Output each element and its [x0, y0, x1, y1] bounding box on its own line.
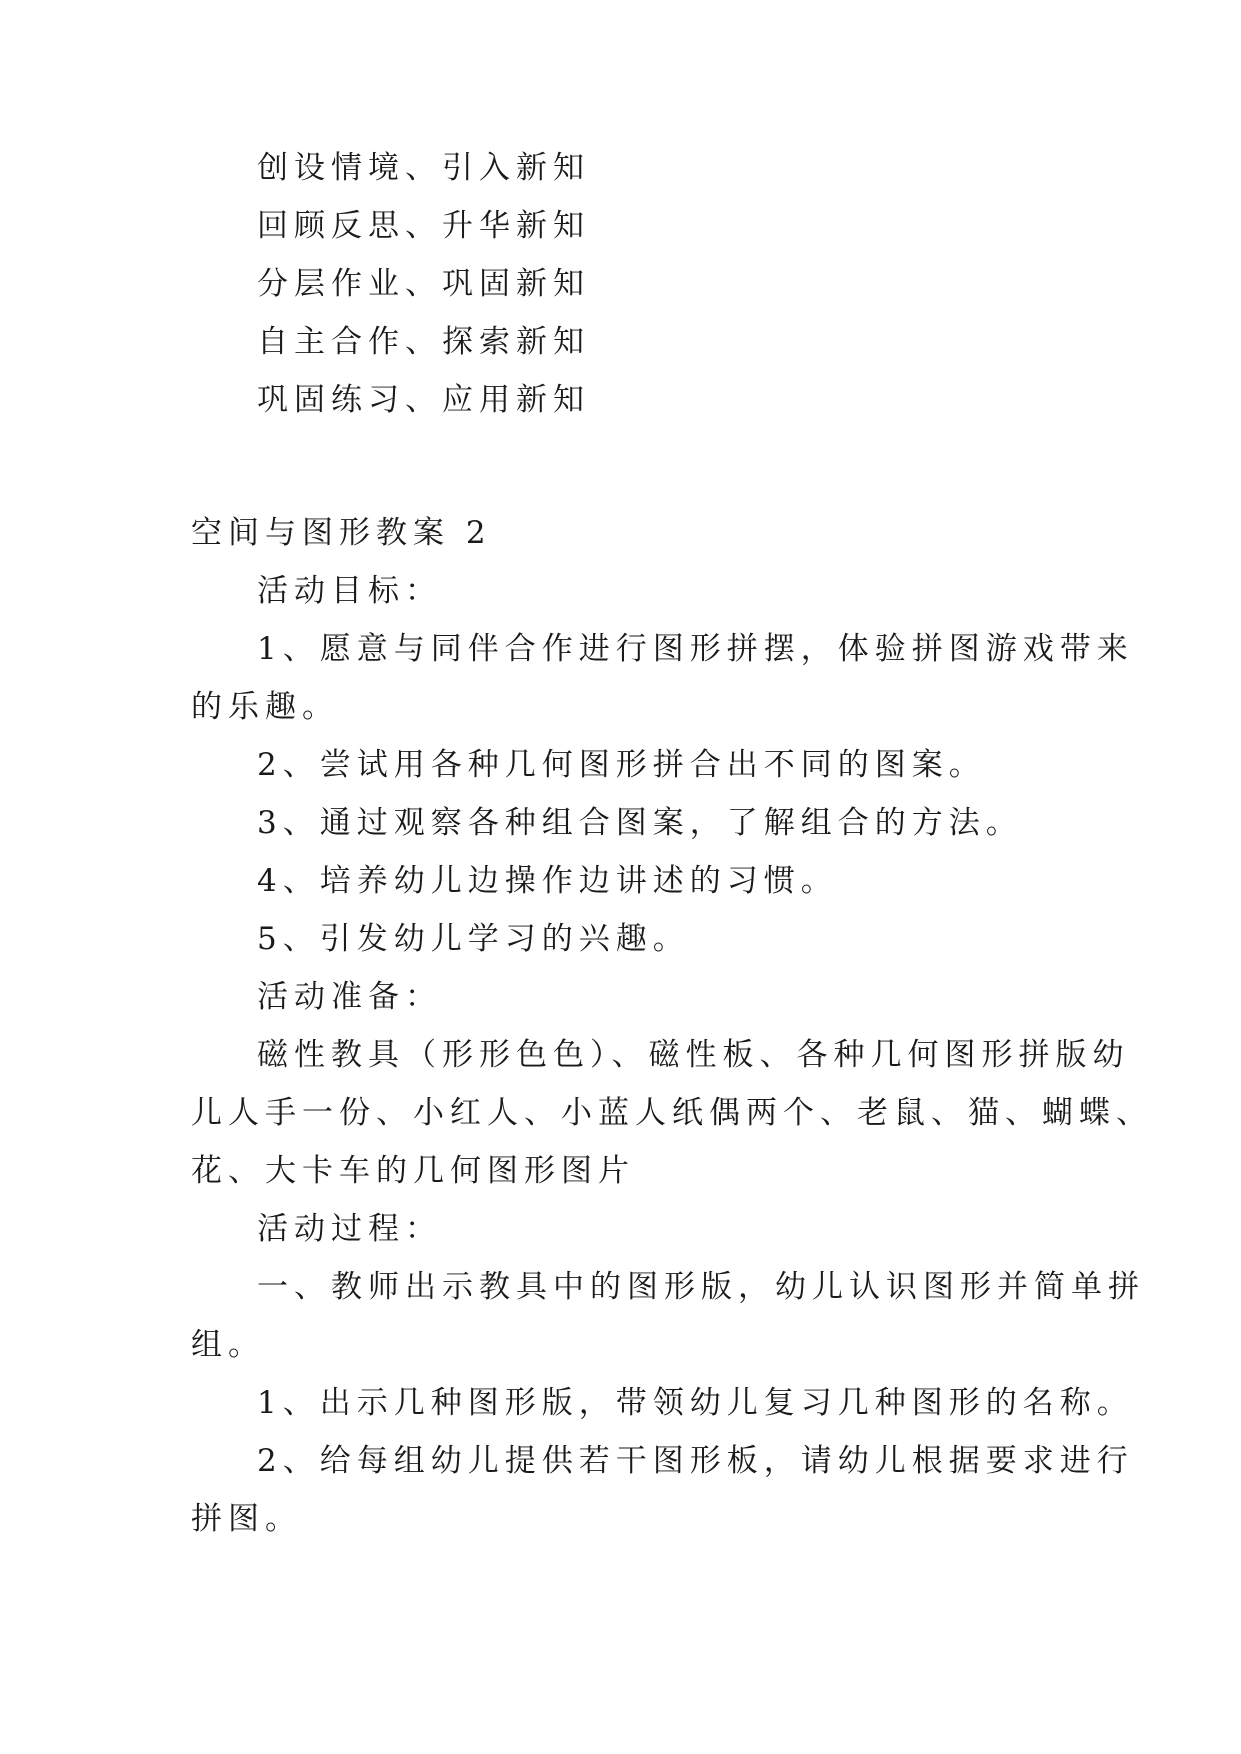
process-substep: 1、出示几种图形版，带领幼儿复习几种图形的名称。: [257, 1385, 1134, 1421]
process-step: 一、教师出示教具中的图形版，幼儿认识图形并简单拼: [257, 1269, 1145, 1305]
goal-item: 3、通过观察各种组合图案，了解组合的方法。: [257, 805, 1023, 841]
section-title: 空间与图形教案 2: [191, 515, 492, 551]
goals-heading: 活动目标：: [257, 573, 442, 609]
process-substep-continued: 拼图。: [191, 1501, 302, 1537]
goal-item: 4、培养幼儿边操作边讲述的习惯。: [257, 863, 838, 899]
prep-text: 磁性教具（形形色色）、磁性板、各种几何图形拼版幼: [257, 1037, 1130, 1073]
goal-item-continued: 的乐趣。: [191, 689, 339, 725]
goal-item: 5、引发幼儿学习的兴趣。: [257, 921, 690, 957]
prep-heading: 活动准备：: [257, 979, 442, 1015]
intro-item: 巩固练习、应用新知: [257, 382, 590, 418]
goal-item: 2、尝试用各种几何图形拼合出不同的图案。: [257, 747, 986, 783]
process-substep: 2、给每组幼儿提供若干图形板，请幼儿根据要求进行: [257, 1443, 1134, 1479]
process-step-continued: 组。: [191, 1327, 265, 1363]
prep-text: 花、大卡车的几何图形图片: [191, 1153, 635, 1189]
intro-item: 自主合作、探索新知: [257, 324, 590, 360]
goal-item: 1、愿意与同伴合作进行图形拼摆，体验拼图游戏带来: [257, 631, 1134, 667]
prep-text: 儿人手一份、小红人、小蓝人纸偶两个、老鼠、猫、蝴蝶、: [191, 1095, 1153, 1131]
intro-item: 分层作业、巩固新知: [257, 266, 590, 302]
intro-item: 创设情境、引入新知: [257, 150, 590, 186]
intro-item: 回顾反思、升华新知: [257, 208, 590, 244]
process-heading: 活动过程：: [257, 1211, 442, 1247]
